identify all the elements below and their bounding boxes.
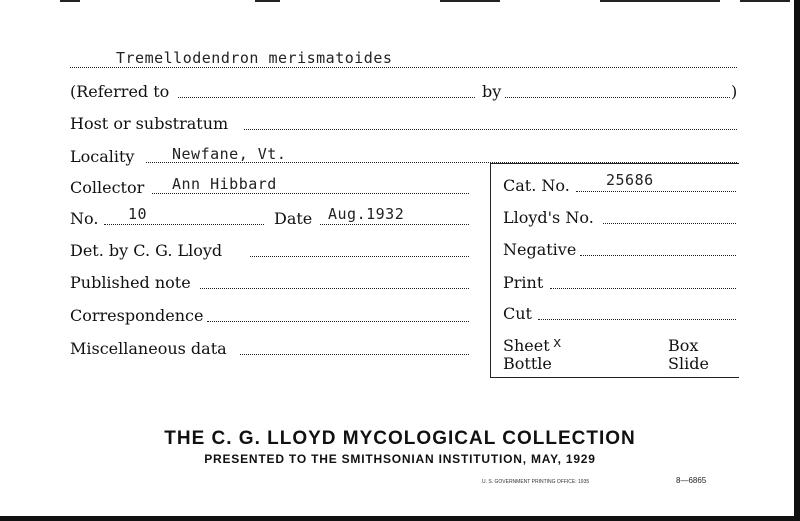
collection-subtitle: PRESENTED TO THE SMITHSONIAN INSTITUTION, MAY, 1929 — [204, 452, 596, 466]
date-value: Aug.1932 — [328, 205, 405, 223]
card-top-edge — [0, 0, 800, 6]
published-note-line — [200, 288, 469, 289]
collector-label: Collector — [70, 178, 145, 197]
card-bottom-edge — [0, 516, 800, 521]
cut-label: Cut — [503, 304, 532, 323]
locality-label: Locality — [70, 147, 135, 166]
printing-office-note: U. S. GOVERNMENT PRINTING OFFICE: 1935 — [482, 479, 590, 485]
locality-value: Newfane, Vt. — [172, 145, 287, 163]
print-line — [550, 288, 736, 289]
cut-line — [538, 319, 736, 320]
det-by-line — [250, 256, 469, 257]
no-value: 10 — [128, 205, 148, 223]
referred-to-label: (Referred to — [70, 82, 170, 101]
host-line — [244, 129, 737, 130]
date-line — [320, 224, 469, 225]
by-line — [505, 97, 730, 98]
collector-value: Ann Hibbard — [172, 175, 277, 193]
correspondence-line — [207, 321, 469, 322]
box-label: Box — [668, 336, 699, 355]
sheet-label: Sheet — [503, 336, 550, 355]
host-label: Host or substratum — [70, 114, 229, 133]
no-line — [104, 224, 264, 225]
by-label: by — [482, 82, 502, 101]
negative-label: Negative — [503, 240, 577, 259]
det-by-label: Det. by C. G. Lloyd — [70, 241, 223, 260]
correspondence-label: Correspondence — [70, 306, 204, 325]
negative-line — [580, 255, 736, 256]
cat-no-value: 25686 — [606, 171, 654, 189]
sheet-mark: x — [553, 335, 562, 351]
collector-line — [152, 193, 469, 194]
lloyds-no-label: Lloyd's No. — [503, 208, 594, 227]
misc-data-line — [240, 354, 469, 355]
published-note-label: Published note — [70, 273, 191, 292]
collection-title: THE C. G. LLOYD MYCOLOGICAL COLLECTION — [164, 428, 636, 449]
cat-no-label: Cat. No. — [503, 176, 570, 195]
print-label: Print — [503, 273, 544, 292]
species-name: Tremellodendron merismatoides — [116, 49, 393, 67]
species-line — [70, 67, 737, 68]
slide-label: Slide — [668, 354, 709, 373]
date-label: Date — [274, 209, 313, 228]
cat-no-line — [576, 191, 736, 192]
close-paren: ) — [731, 82, 738, 101]
misc-data-label: Miscellaneous data — [70, 339, 227, 358]
lloyds-no-line — [603, 223, 736, 224]
no-label: No. — [70, 209, 99, 228]
form-code: 8—6865 — [676, 476, 707, 485]
referred-to-line — [178, 97, 475, 98]
bottle-label: Bottle — [503, 354, 552, 373]
